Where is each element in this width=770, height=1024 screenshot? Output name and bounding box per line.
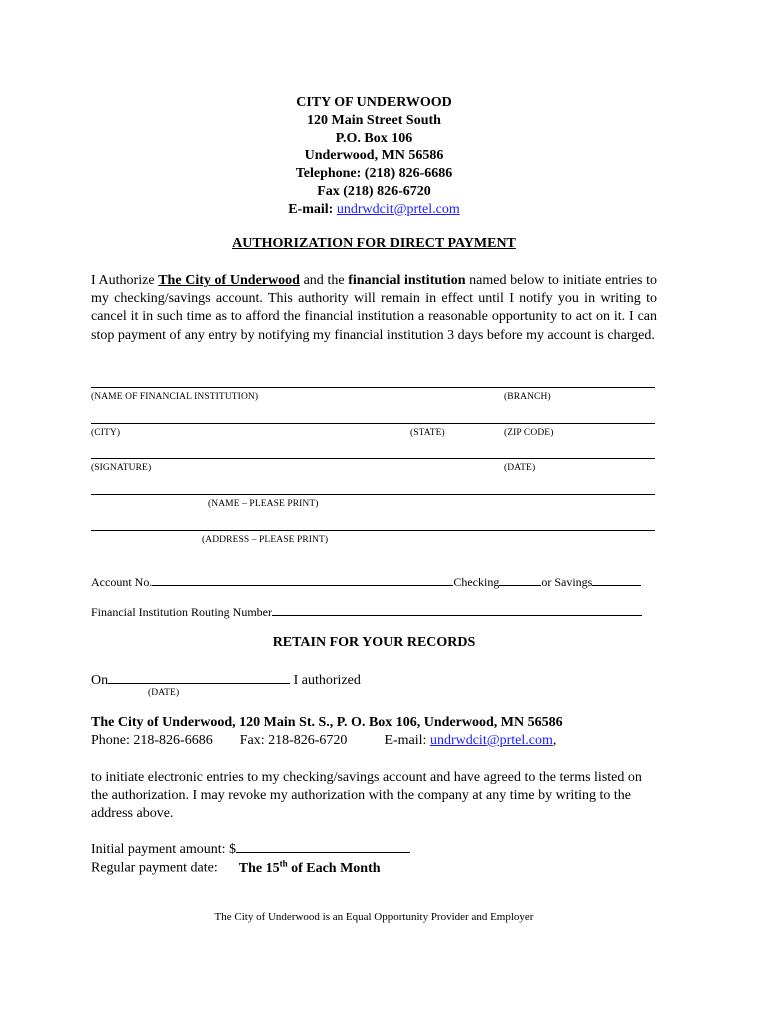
on-label: On: [91, 673, 109, 688]
financial-institution-label: (NAME OF FINANCIAL INSTITUTION): [91, 392, 259, 402]
letterhead: [0, 94, 748, 219]
city-state-zip-line[interactable]: [91, 423, 655, 424]
email-label: E-mail:: [384, 733, 430, 748]
account-row: [91, 575, 641, 590]
city-label: (CITY): [91, 428, 121, 438]
name-line[interactable]: [91, 494, 655, 495]
authorization-paragraph: I Authorize The City of Underwood and the financial institution named below to initiate entries to my checking/savings account. This authority will remain in effect until I notify you in writing to cancel it in such time as to afford the financial institution a reasonable opportunity to act on it. I can stop payment of any entry by notifying my financial institution 3 days before my account is charged.: [91, 273, 657, 343]
account-no-field[interactable]: [152, 575, 453, 586]
initial-amount-row: [91, 840, 410, 858]
phone: Phone: 218-826-6686: [91, 733, 213, 748]
signature-line[interactable]: [91, 458, 655, 459]
date-label: (DATE): [504, 463, 536, 473]
routing-field[interactable]: [272, 605, 642, 616]
email-link[interactable]: undrwdcit@prtel.com: [336, 201, 460, 217]
state-label: (STATE): [410, 428, 445, 438]
regular-date-label: Regular payment date:: [91, 860, 218, 876]
fax: Fax: 218-826-6720: [239, 733, 348, 748]
regular-date-value: The 15th of Each Month: [238, 858, 381, 876]
po-box: P.O. Box 106: [335, 130, 413, 146]
financial-institution-line[interactable]: [91, 387, 655, 388]
address-print-label: (ADDRESS – PLEASE PRINT): [202, 535, 329, 545]
address-line[interactable]: [91, 530, 655, 531]
checking-field[interactable]: [499, 575, 541, 586]
account-no-label: Account No.: [91, 575, 153, 589]
savings-label: or Savings: [541, 575, 593, 589]
retain-title: RETAIN FOR YOUR RECORDS: [272, 635, 476, 650]
name-print-label: (NAME – PLEASE PRINT): [208, 499, 319, 509]
email-row: [0, 201, 748, 219]
institution-term: financial institution: [348, 273, 466, 288]
on-date-field[interactable]: [108, 671, 290, 684]
on-date-row: [91, 671, 361, 689]
contact-line: Phone: 218-826-6686 Fax: 218-826-6720 E-mail: undrwdcit@prtel.com,: [91, 733, 557, 748]
routing-row: [91, 605, 642, 620]
branch-label: (BRANCH): [504, 392, 551, 402]
initial-amount-label: Initial payment amount: $: [91, 842, 237, 857]
retain-date-label: (DATE): [148, 688, 180, 698]
revocation-paragraph: to initiate electronic entries to my checking/savings account and have agreed to the terms listed on the authorization. I may revoke my authorization with the company at any time by writing to the address above.: [91, 770, 642, 822]
org-name: CITY OF UNDERWOOD: [296, 95, 452, 110]
fax: Fax (218) 826-6720: [317, 183, 431, 199]
city-name: The City of Underwood: [158, 273, 300, 288]
savings-field[interactable]: [592, 575, 641, 586]
city-state-zip: Underwood, MN 56586: [304, 148, 444, 164]
footer: The City of Underwood is an Equal Opportunity Provider and Employer: [214, 911, 534, 923]
initial-amount-field[interactable]: [236, 840, 410, 853]
authorized-label: I authorized: [290, 673, 361, 688]
city-address-line: The City of Underwood, 120 Main St. S., P. O. Box 106, Underwood, MN 56586: [91, 715, 563, 730]
checking-label: Checking: [453, 575, 500, 589]
email-link[interactable]: undrwdcit@prtel.com: [429, 733, 553, 748]
telephone: Telephone: (218) 826-6686: [295, 166, 453, 182]
zip-label: (ZIP CODE): [504, 428, 554, 438]
email-label: E-mail:: [288, 201, 334, 217]
signature-label: (SIGNATURE): [91, 463, 152, 473]
street-address: 120 Main Street South: [307, 112, 441, 128]
routing-label: Financial Institution Routing Number: [91, 605, 272, 619]
form-title: AUTHORIZATION FOR DIRECT PAYMENT: [232, 236, 516, 251]
regular-date-row: [91, 858, 381, 877]
